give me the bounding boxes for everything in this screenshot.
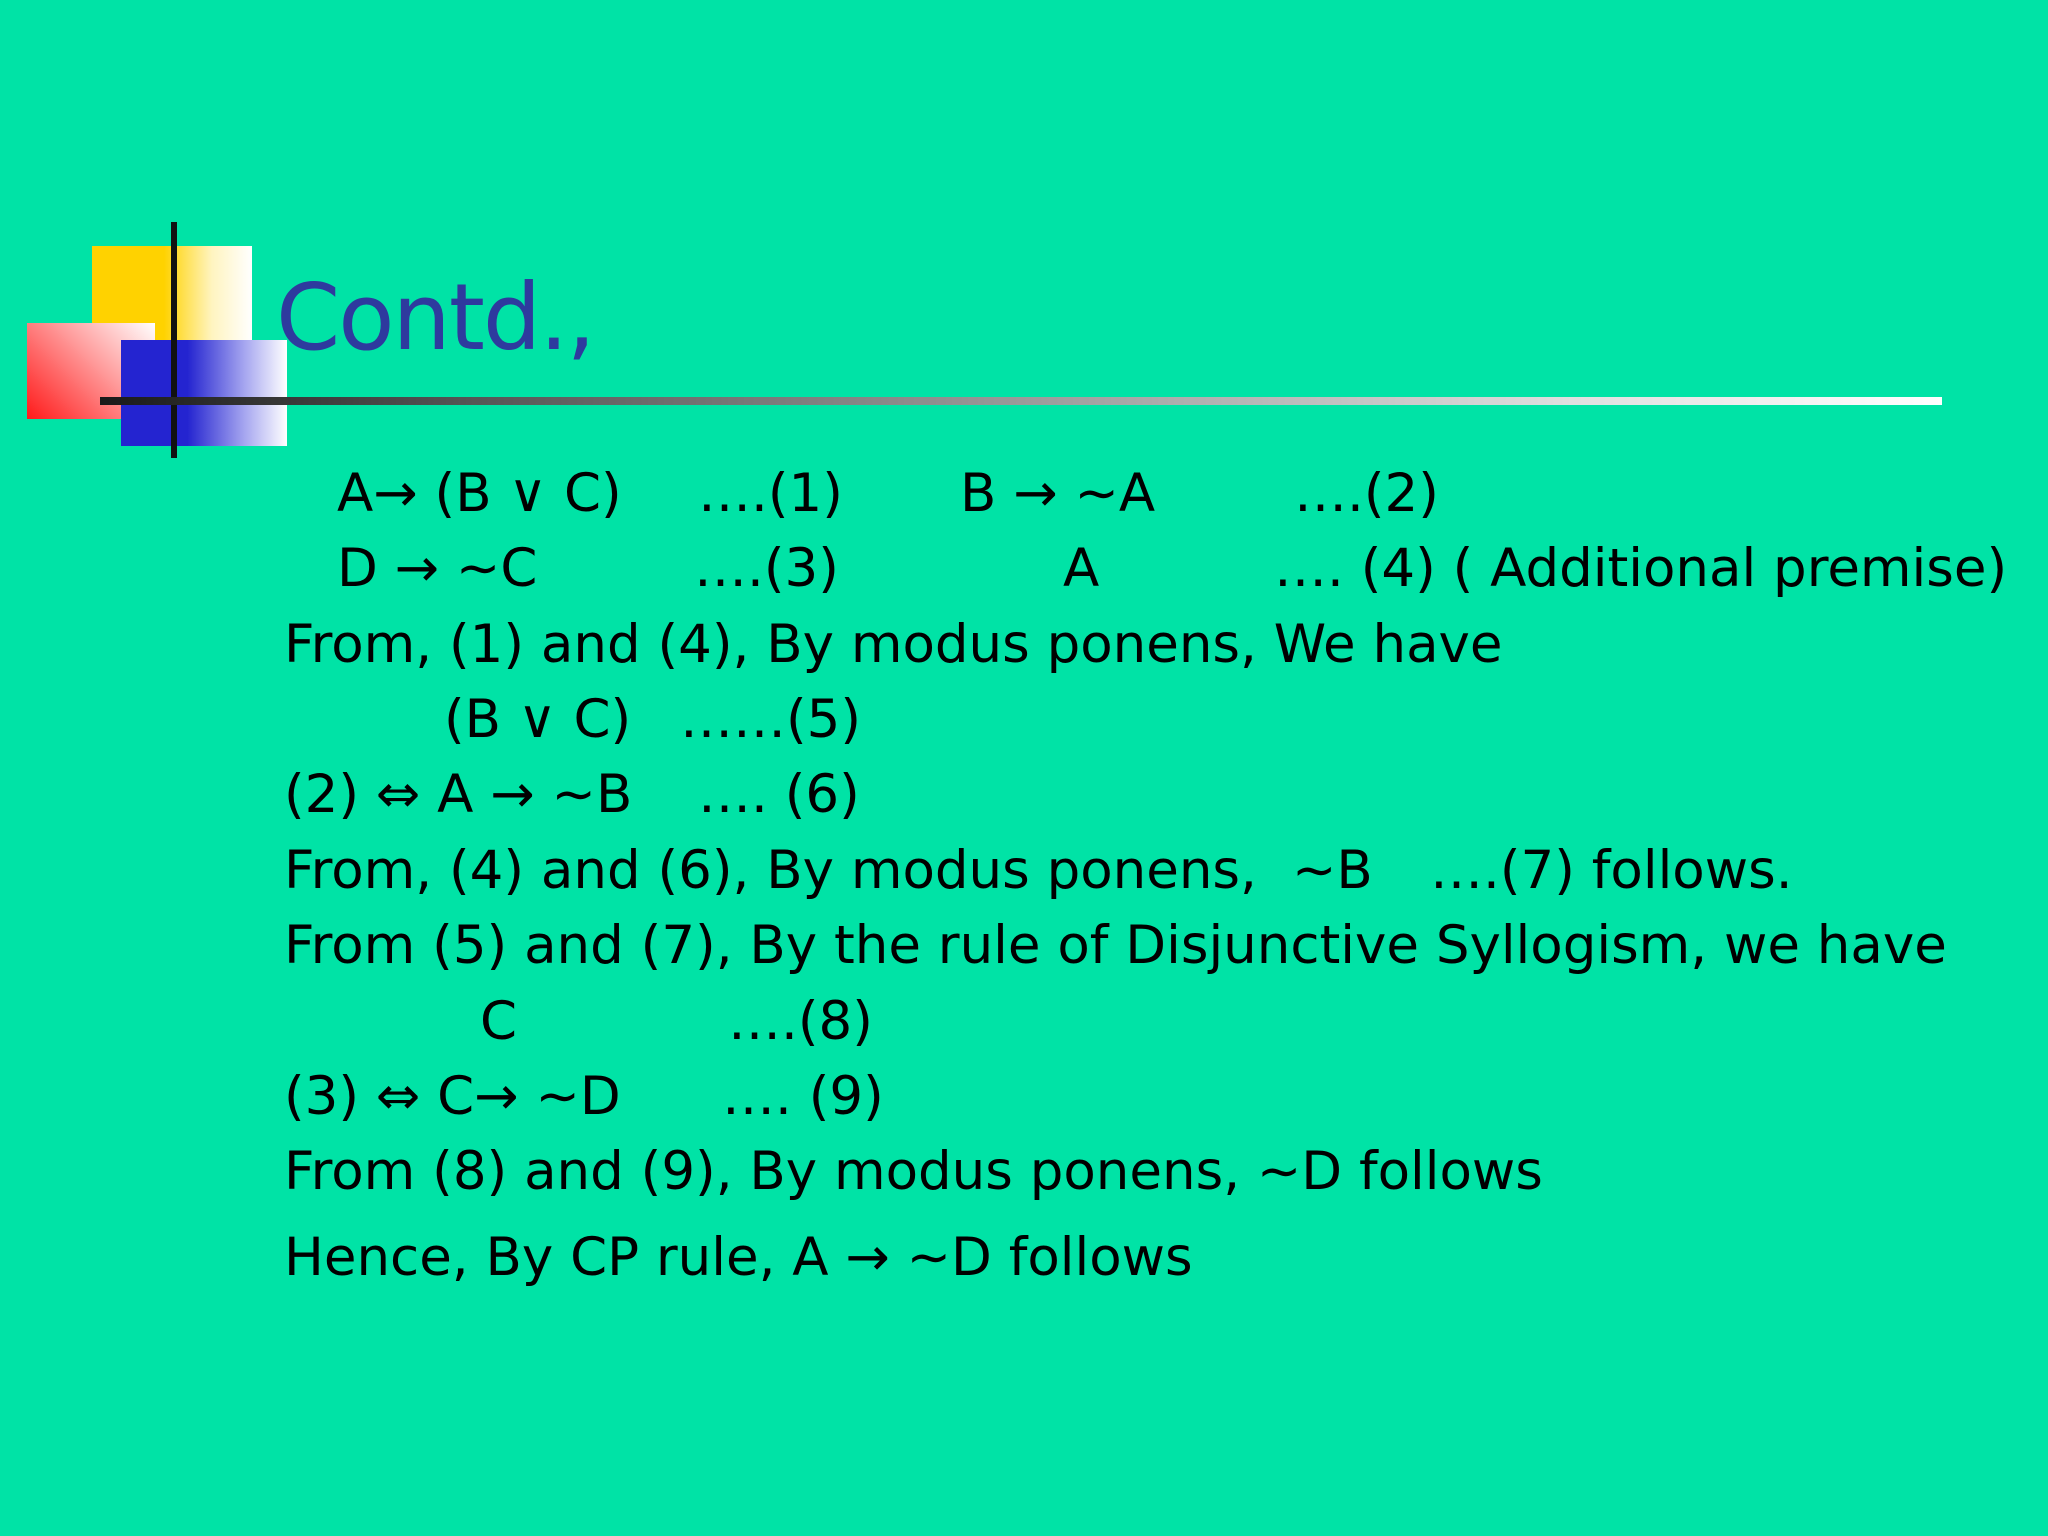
step-formula: (2) ⇔ A → ∼B [284, 764, 633, 825]
premise-4-label: …. (4) ( Additional premise) [1274, 538, 2008, 599]
title-underline [100, 397, 1942, 405]
step-formula: (3) ⇔ C→ ∼D [284, 1066, 621, 1127]
premise-1-formula: A→ (B ∨ C) [337, 463, 622, 524]
step-line: From, (4) and (6), By modus ponens, [284, 840, 1257, 901]
step-formula: C [480, 991, 518, 1052]
step-label: ……(5) [680, 689, 862, 750]
decorative-blue-square [121, 340, 287, 446]
step-label: …. (9) [722, 1066, 884, 1127]
premise-2-label: ….(2) [1294, 463, 1439, 524]
step-line: From (8) and (9), By modus ponens, ∼D follows [284, 1141, 1543, 1202]
premise-1-label: ….(1) [698, 463, 843, 524]
step-label: ….(8) [728, 991, 873, 1052]
step-formula: ∼B [1292, 840, 1373, 901]
step-line: From (5) and (7), By the rule of Disjunctive Syllogism, we have [284, 915, 1947, 976]
slide-title: Contd., [276, 264, 594, 371]
premise-2-formula: B → ∼A [960, 463, 1156, 524]
decorative-vertical-line [171, 222, 177, 458]
premise-4-formula: A [1063, 538, 1100, 599]
step-label: ….(7) follows. [1430, 840, 1793, 901]
premise-3-formula: D → ∼C [337, 538, 538, 599]
step-line: From, (1) and (4), By modus ponens, We have [284, 614, 1503, 675]
step-formula: (B ∨ C) [444, 689, 632, 750]
step-label: …. (6) [698, 764, 860, 825]
premise-3-label: ….(3) [694, 538, 839, 599]
conclusion-line: Hence, By CP rule, A → ∼D follows [284, 1227, 1193, 1288]
